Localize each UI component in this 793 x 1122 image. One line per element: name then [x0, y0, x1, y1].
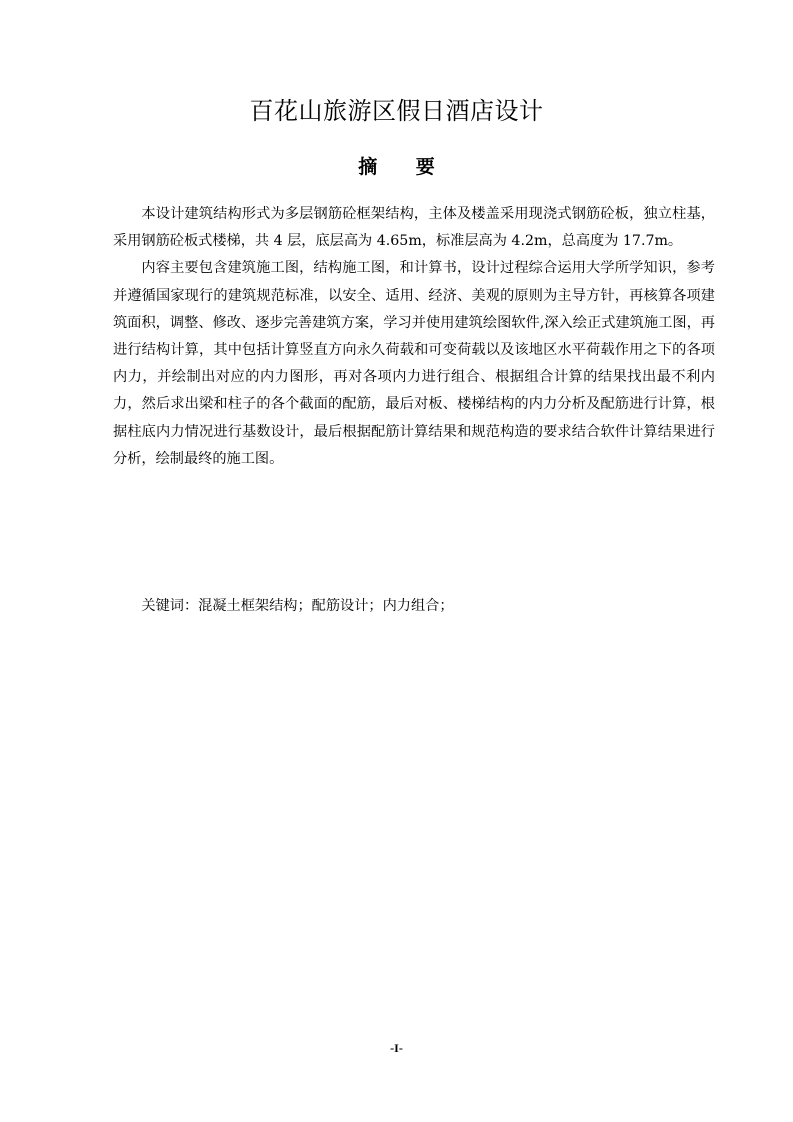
page-number: -I-: [390, 1041, 403, 1055]
abstract-heading: 摘 要: [358, 156, 451, 178]
document-title: 百花山旅游区假日酒店设计: [249, 97, 544, 125]
abstract-body: [113, 201, 715, 473]
keywords-line: 关键词：混凝土框架结构；配筋设计；内力组合；: [141, 598, 454, 614]
abstract-paragraph-1: 本设计建筑结构形式为多层钢筋砼框架结构，主体及楼盖采用现浇式钢筋砼板，独立柱基，采用钢筋砼板式楼梯，共 4 层，底层高为 4.65m，标准层高为 4.2m，总高度为 17.7m。: [113, 206, 715, 250]
abstract-paragraph-2: 内容主要包含建筑施工图，结构施工图，和计算书，设计过程综合运用大学所学知识，参考并遵循国家现行的建筑规范标准，以安全、适用、经济、美观的原则为主导方针，再核算各项建筑面积，调整、修改、逐步完善建筑方案，学习并使用建筑绘图软件,深入绘正式建筑施工图，再进行结构计算，其中包括计算竖直方向永久荷载和可变荷载以及该地区水平荷载作用之下的各项内力，并绘制出对应的内力图形，再对各项内力进行组合、根据组合计算的结果找出最不利内力，然后求出梁和柱子的各个截面的配筋，最后对板、楼梯结构的内力分析及配筋进行计算，根据柱底内力情况进行基数设计，最后根据配筋计算结果和规范构造的要求结合软件计算结果进行分析，绘制最终的施工图。: [113, 260, 715, 467]
